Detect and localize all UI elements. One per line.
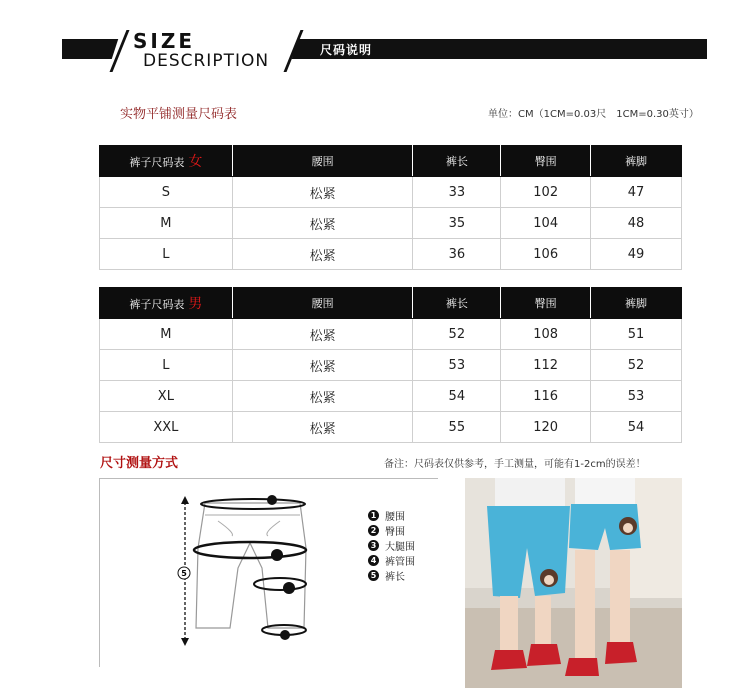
table-header — [100, 146, 682, 177]
hip-cell: 120 — [501, 412, 591, 443]
legend-item — [368, 568, 415, 583]
length-cell: 55 — [413, 412, 501, 443]
legend-label: 大腿围 — [385, 542, 415, 553]
header-prefix: 裤子尺码表 — [129, 156, 185, 169]
length-marker: 5 — [181, 569, 187, 578]
waist-cell: 松紧 — [232, 381, 413, 412]
table-header — [100, 288, 682, 319]
length-cell: 54 — [413, 381, 501, 412]
header-size-cell — [100, 146, 233, 177]
header-prefix: 裤子尺码表 — [129, 298, 185, 311]
legend-item — [368, 508, 415, 523]
table-row — [100, 177, 682, 208]
shorts-measure-diagram — [160, 488, 320, 648]
hip-cell: 104 — [501, 208, 591, 239]
column-header: 臀围 — [501, 288, 591, 319]
size-title: SIZE — [133, 29, 196, 53]
column-header: 裤长 — [413, 288, 501, 319]
hip-cell: 108 — [501, 319, 591, 350]
size-cell: XXL — [100, 412, 233, 443]
size-cell: M — [100, 208, 233, 239]
length-cell: 33 — [413, 177, 501, 208]
table-row — [100, 319, 682, 350]
waist-cell: 松紧 — [232, 208, 413, 239]
legend-item — [368, 553, 415, 568]
gender-label: 男 — [188, 296, 203, 312]
hem-cell: 52 — [591, 350, 682, 381]
table-row — [100, 381, 682, 412]
legend-number: 3 — [368, 540, 379, 551]
column-header: 裤脚 — [591, 288, 682, 319]
waist-cell: 松紧 — [232, 350, 413, 381]
unit-note: 单位：CM（1CM=0.03尺 1CM=0.30英寸） — [488, 109, 699, 120]
hem-cell: 49 — [591, 239, 682, 270]
column-header: 臀围 — [501, 146, 591, 177]
legend-item — [368, 538, 415, 553]
waist-cell: 松紧 — [232, 412, 413, 443]
men-size-table — [99, 287, 682, 443]
hip-cell: 116 — [501, 381, 591, 412]
hip-cell: 106 — [501, 239, 591, 270]
legend-number: 1 — [368, 510, 379, 521]
legend-item — [368, 523, 415, 538]
legend-label: 臀围 — [385, 527, 405, 538]
length-cell: 36 — [413, 239, 501, 270]
legend-label: 裤管围 — [385, 557, 415, 568]
size-cell: M — [100, 319, 233, 350]
remark-note: 备注：尺码表仅供参考，手工测量，可能有1-2cm的误差！ — [384, 459, 646, 470]
table-row — [100, 412, 682, 443]
waist-cell: 松紧 — [232, 177, 413, 208]
size-subtitle: DESCRIPTION — [143, 51, 270, 71]
length-cell: 35 — [413, 208, 501, 239]
size-cell: L — [100, 239, 233, 270]
table-row — [100, 350, 682, 381]
length-cell: 52 — [413, 319, 501, 350]
women-size-table — [99, 145, 682, 270]
size-cell: XL — [100, 381, 233, 412]
length-cell: 53 — [413, 350, 501, 381]
product-photo — [465, 478, 682, 688]
hem-cell: 51 — [591, 319, 682, 350]
hip-cell: 112 — [501, 350, 591, 381]
legend-number: 4 — [368, 555, 379, 566]
legend-number: 5 — [368, 570, 379, 581]
measure-title: 尺寸测量方式 — [100, 456, 179, 471]
legend-label: 裤长 — [385, 572, 405, 583]
table-row — [100, 239, 682, 270]
hem-cell: 54 — [591, 412, 682, 443]
column-header: 腰围 — [232, 146, 413, 177]
hem-cell: 53 — [591, 381, 682, 412]
hip-cell: 102 — [501, 177, 591, 208]
hem-cell: 47 — [591, 177, 682, 208]
gender-label: 女 — [188, 154, 203, 170]
section-title: 实物平铺测量尺码表 — [120, 107, 238, 122]
hem-cell: 48 — [591, 208, 682, 239]
table-row — [100, 208, 682, 239]
measure-legend — [368, 508, 415, 583]
size-cell: L — [100, 350, 233, 381]
size-cell: S — [100, 177, 233, 208]
legend-number: 2 — [368, 525, 379, 536]
banner-label: 尺码说明 — [320, 43, 373, 57]
legend-label: 腰围 — [385, 512, 405, 523]
header-size-cell — [100, 288, 233, 319]
waist-cell: 松紧 — [232, 239, 413, 270]
column-header: 裤长 — [413, 146, 501, 177]
column-header: 裤脚 — [591, 146, 682, 177]
column-header: 腰围 — [232, 288, 413, 319]
waist-cell: 松紧 — [232, 319, 413, 350]
